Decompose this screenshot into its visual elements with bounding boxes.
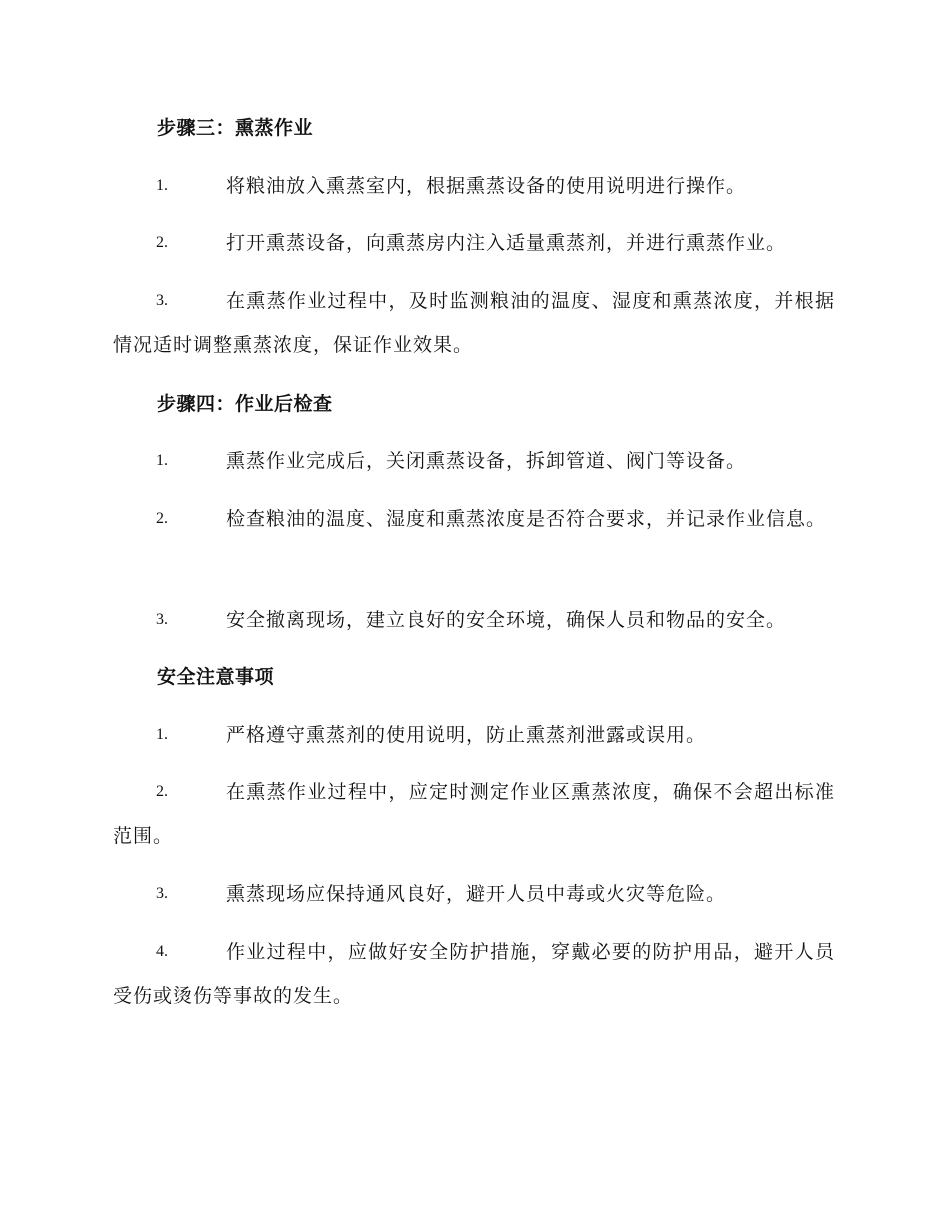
list-item	[113, 872, 835, 916]
item-number: 3.	[156, 885, 168, 902]
item-number: 1.	[156, 726, 168, 743]
list-item	[113, 598, 835, 642]
item-text: 打开熏蒸设备，向熏蒸房内注入适量熏蒸剂，并进行熏蒸作业。	[226, 232, 787, 254]
list-item	[113, 279, 835, 367]
item-number: 2.	[156, 510, 168, 527]
item-text: 严格遵守熏蒸剂的使用说明，防止熏蒸剂泄露或误用。	[226, 724, 707, 746]
list-item	[113, 164, 835, 208]
item-text: 安全撤离现场，建立良好的安全环境，确保人员和物品的安全。	[226, 609, 787, 631]
section-heading-safety: 安全注意事项	[157, 666, 275, 688]
list-item	[113, 930, 835, 1018]
list-item	[113, 439, 835, 483]
item-number: 4.	[156, 943, 168, 960]
item-number: 2.	[156, 783, 168, 800]
list-item	[113, 713, 835, 757]
item-number: 1.	[156, 177, 168, 194]
item-text: 熏蒸作业完成后，关闭熏蒸设备，拆卸管道、阀门等设备。	[226, 450, 747, 472]
item-number: 1.	[156, 452, 168, 469]
list-item	[113, 770, 835, 858]
item-text: 在熏蒸作业过程中，应定时测定作业区熏蒸浓度，确保不会超出标准范围。	[113, 781, 835, 847]
item-text: 在熏蒸作业过程中，及时监测粮油的温度、湿度和熏蒸浓度，并根据情况适时调整熏蒸浓度，保证作业效果。	[113, 290, 835, 356]
list-item	[113, 497, 835, 541]
item-text: 检查粮油的温度、湿度和熏蒸浓度是否符合要求，并记录作业信息。	[226, 508, 827, 530]
item-number: 3.	[156, 292, 168, 309]
item-number: 3.	[156, 611, 168, 628]
section-heading-step4: 步骤四：作业后检查	[157, 393, 333, 415]
list-item	[113, 221, 835, 265]
item-number: 2.	[156, 234, 168, 251]
section-heading-step3: 步骤三：熏蒸作业	[157, 117, 314, 139]
item-text: 将粮油放入熏蒸室内，根据熏蒸设备的使用说明进行操作。	[226, 175, 747, 197]
item-text: 作业过程中，应做好安全防护措施，穿戴必要的防护用品，避开人员受伤或烫伤等事故的发生。	[113, 941, 835, 1007]
item-text: 熏蒸现场应保持通风良好，避开人员中毒或火灾等危险。	[226, 883, 727, 905]
